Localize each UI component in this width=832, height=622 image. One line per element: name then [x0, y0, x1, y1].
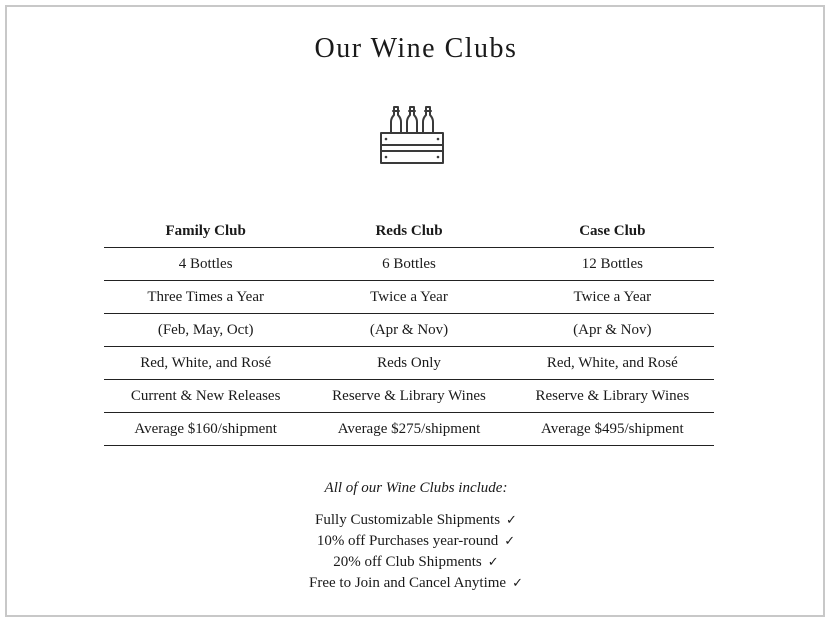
table-row-releases [104, 380, 714, 413]
table-cell: Reds Only [307, 347, 510, 380]
table-cell: (Feb, May, Oct) [104, 314, 307, 347]
benefit-item [0, 552, 832, 573]
page-title: Our Wine Clubs [314, 33, 518, 64]
benefit-label: 10% off Purchases year-round [316, 533, 499, 549]
table-cell: Twice a Year [307, 281, 510, 314]
table-cell: 6 Bottles [307, 248, 510, 281]
benefit-item [0, 573, 832, 594]
table-cell: Average $495/shipment [511, 413, 714, 446]
benefit-label: Fully Customizable Shipments [315, 512, 501, 528]
table-row-months [104, 314, 714, 347]
table-cell: Reserve & Library Wines [307, 380, 510, 413]
wine-clubs-table [104, 215, 714, 446]
table-cell: Average $160/shipment [104, 413, 307, 446]
benefits-heading: All of our Wine Clubs include: [324, 480, 508, 496]
table-cell: Average $275/shipment [307, 413, 510, 446]
table-cell: Red, White, and Rosé [511, 347, 714, 380]
table-cell: Three Times a Year [104, 281, 307, 314]
table-cell: 4 Bottles [104, 248, 307, 281]
club-benefits-section [0, 480, 832, 594]
table-cell: Reserve & Library Wines [511, 380, 714, 413]
column-header-reds-club: Reds Club [307, 215, 510, 248]
checkmark-icon: ✓ [506, 513, 517, 528]
column-header-family-club: Family Club [104, 215, 307, 248]
column-header-case-club: Case Club [511, 215, 714, 248]
table-row-bottles [104, 248, 714, 281]
checkmark-icon: ✓ [512, 576, 523, 591]
checkmark-icon: ✓ [487, 555, 499, 570]
benefit-label: Free to Join and Cancel Anytime [309, 575, 507, 591]
table-row-wine-types [104, 347, 714, 380]
table-cell: 12 Bottles [511, 248, 714, 281]
benefit-item [0, 510, 832, 531]
table-cell: (Apr & Nov) [511, 314, 714, 347]
table-cell: Red, White, and Rosé [104, 347, 307, 380]
wine-crate-icon [374, 103, 450, 167]
benefit-label: 20% off Club Shipments [333, 554, 482, 570]
benefit-item [0, 531, 832, 552]
table-cell: Current & New Releases [104, 380, 307, 413]
table-row-frequency [104, 281, 714, 314]
table-cell: (Apr & Nov) [307, 314, 510, 347]
checkmark-icon: ✓ [504, 534, 516, 549]
table-header-row [104, 215, 714, 248]
table-row-price [104, 413, 714, 446]
table-cell: Twice a Year [511, 281, 714, 314]
